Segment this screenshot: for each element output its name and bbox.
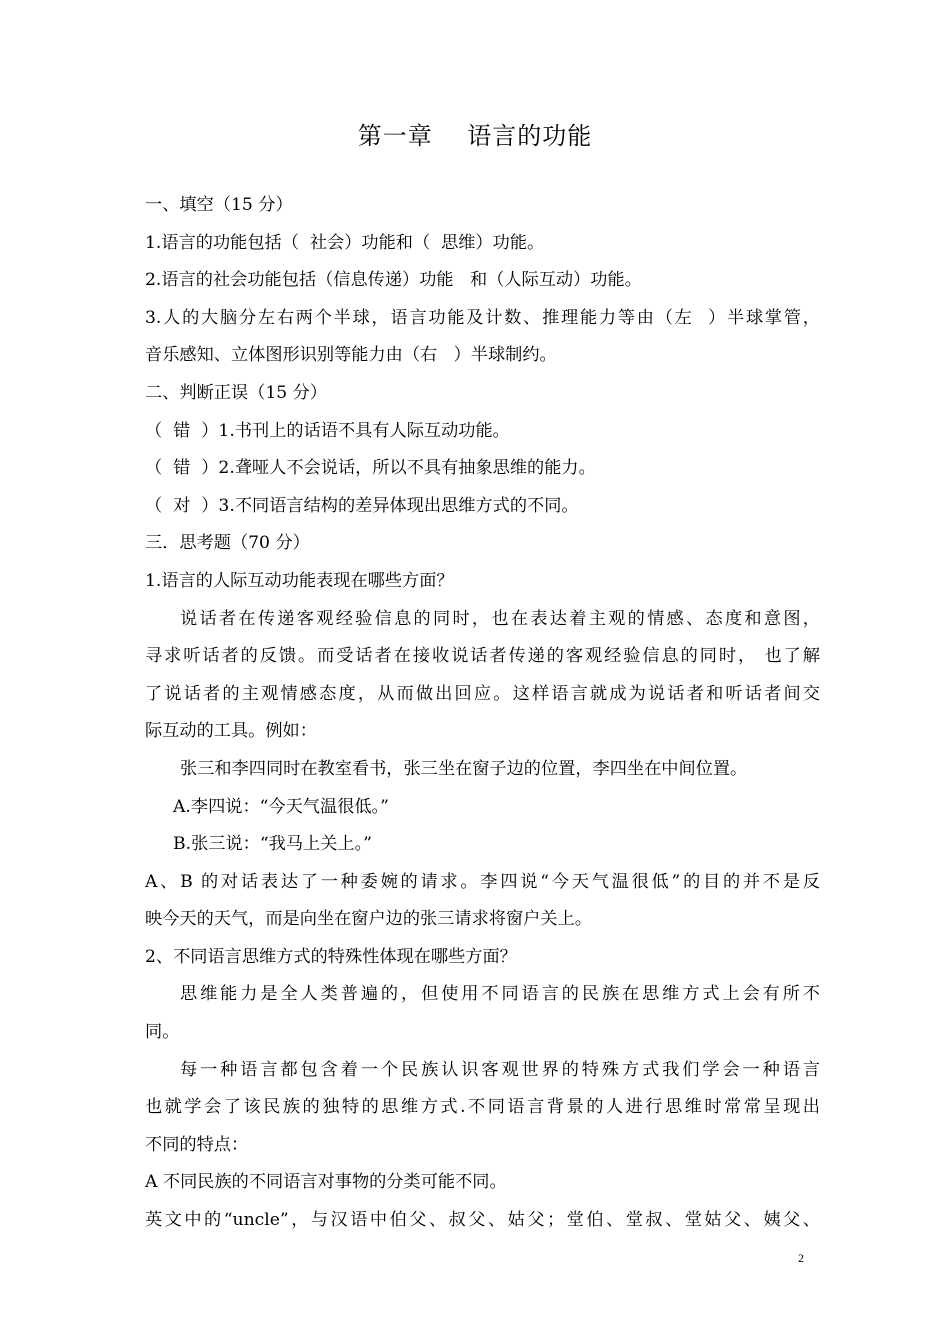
paragraph-line: 说话者在传递客观经验信息的同时，也在表达着主观的情感、态度和意图， [180,608,820,629]
section-heading-questions: 三．思考题（70 分） [145,533,310,554]
section-heading-true-false: 二、判断正误（15 分） [145,382,328,403]
true-false-item-3: （ 对 ）3.不同语言结构的差异体现出思维方式的不同。 [145,495,579,516]
example-line: 张三和李四同时在教室看书，张三坐在窗子边的位置，李四坐在中间位置。 [180,758,748,779]
example-dialogue-b: B.张三说：“我马上关上。” [173,834,372,855]
paragraph-line: 了说话者的主观情感态度，从而做出回应。这样语言就成为说话者和听话者间交 [145,683,820,704]
paragraph-line: 英文中的“uncle”，与汉语中伯父、叔父、姑父；堂伯、堂叔、堂姑父、姨父、 [145,1210,820,1231]
fill-blank-question-3: 3.人的大脑分左右两个半球，语言功能及计数、推理能力等由（左 ）半球掌管， [145,307,820,328]
section-heading-fill-blank: 一、填空（15 分） [145,195,293,215]
fill-blank-question-2: 2.语言的社会功能包括（信息传递）功能 和（人际互动）功能。 [145,270,642,291]
document-body [145,187,820,1240]
paragraph-line: 同。 [145,1022,180,1043]
page-number: 2 [798,1251,804,1265]
true-false-item-2: （ 错 ）2.聋哑人不会说话，所以不具有抽象思维的能力。 [145,458,596,479]
paragraph-line: 也就学会了该民族的独特的思维方式.不同语言背景的人进行思维时常常呈现出 [145,1097,820,1118]
fill-blank-question-3-cont: 音乐感知、立体图形识别等能力由（右 ）半球制约。 [145,345,557,366]
paragraph-line: 不同的特点： [145,1134,249,1155]
paragraph-line: A、B 的对话表达了一种委婉的请求。李四说“今天气温很低”的目的并不是反 [145,871,820,892]
question-2-heading: 2、不同语言思维方式的特殊性体现在哪些方面？ [145,946,517,967]
paragraph-line: 际互动的工具。例如： [145,721,317,742]
example-dialogue-a: A.李四说：“今天气温很低。” [173,796,389,817]
paragraph-line: 寻求听话者的反馈。而受话者在接收说话者传递的客观经验信息的同时， 也了解 [145,646,820,667]
fill-blank-question-1: 1.语言的功能包括（ 社会）功能和（ 思维）功能。 [145,232,545,253]
paragraph-line: 映今天的天气，而是向坐在窗户边的张三请求将窗户关上。 [145,909,592,930]
page-title: 第一章 语言的功能 [357,122,593,150]
true-false-item-1: （ 错 ）1.书刊上的话语不具有人际互动功能。 [145,420,510,441]
question-1-heading: 1.语言的人际互动功能表现在哪些方面？ [145,570,454,591]
point-a-heading: A 不同民族的不同语言对事物的分类可能不同。 [145,1172,507,1193]
paragraph-line: 每一种语言都包含着一个民族认识客观世界的特殊方式我们学会一种语言 [180,1059,820,1080]
paragraph-line: 思维能力是全人类普遍的，但使用不同语言的民族在思维方式上会有所不 [180,984,820,1005]
